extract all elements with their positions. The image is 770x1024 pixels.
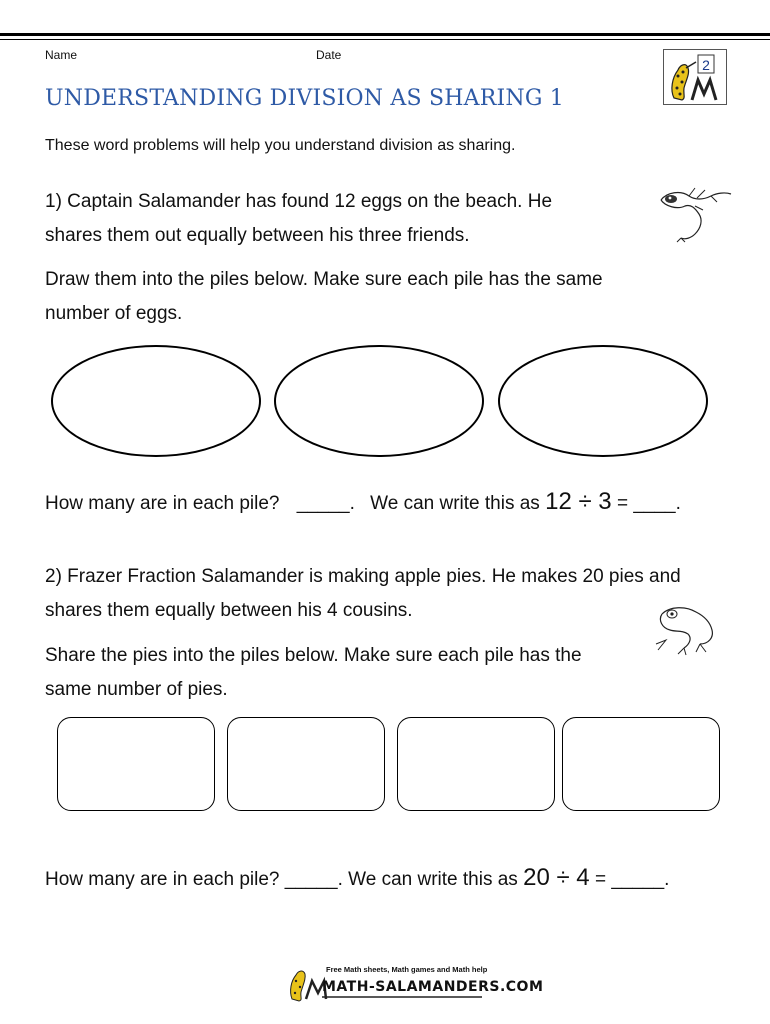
grade-logo <box>663 49 727 105</box>
problem2-line2: shares them equally between his 4 cousins. <box>45 600 413 621</box>
problem2-equation: 20 ÷ 4 <box>523 864 590 891</box>
egg-pile-1 <box>51 345 261 457</box>
problem1-line2: shares them out equally between his three friends. <box>45 225 470 246</box>
problem2-instr-line2: same number of pies. <box>45 679 228 700</box>
problem1-instr-line2: number of eggs. <box>45 303 183 324</box>
pie-pile-3 <box>397 717 555 811</box>
problem2-line1: 2) Frazer Fraction Salamander is making apple pies. He makes 20 pies and <box>45 566 681 587</box>
problem2-instructions <box>45 639 725 707</box>
pie-pile-4 <box>562 717 720 811</box>
top-rule-thin <box>0 39 770 40</box>
problem1-equation-blank: ____. <box>633 493 681 514</box>
problem2-equals: = <box>594 869 607 890</box>
frog-salamander-drawing-icon <box>652 600 722 658</box>
intro-text: These word problems will help you understand division as sharing. <box>45 137 516 154</box>
egg-pile-2 <box>274 345 484 457</box>
name-label: Name <box>45 48 78 62</box>
problem2-question-text: How many are in each pile? <box>45 869 280 890</box>
footer-site-link[interactable]: MATH-SALAMANDERS.COM <box>322 979 544 995</box>
problem1-answer-blank: _____. <box>296 493 355 514</box>
problem1-question-text: How many are in each pile? <box>45 493 280 514</box>
problem1-write-as: We can write this as <box>370 493 540 514</box>
problem1-line1: 1) Captain Salamander has found 12 eggs on the beach. He <box>45 191 553 212</box>
footer-tagline: Free Math sheets, Math games and Math help <box>326 965 488 974</box>
problem2-write-as: We can write this as <box>348 869 518 890</box>
egg-pile-3 <box>498 345 708 457</box>
problem1-equals: = <box>616 493 629 514</box>
top-rule <box>0 33 770 36</box>
grade-badge: 2 <box>702 57 710 73</box>
salamander-logo-icon <box>664 50 726 104</box>
pie-pile-2 <box>227 717 385 811</box>
page-title: UNDERSTANDING DIVISION AS SHARING 1 <box>45 86 564 111</box>
salamander-drawing-icon <box>655 182 735 244</box>
problem1-instructions <box>45 263 725 331</box>
problem2-text <box>45 560 745 628</box>
problem2-instr-line1: Share the pies into the piles below. Make sure each pile has the <box>45 645 582 666</box>
problem1-instr-line1: Draw them into the piles below. Make sure each pile has the same <box>45 269 603 290</box>
problem1-question <box>45 488 681 516</box>
problem2-equation-blank: _____. <box>611 869 670 890</box>
problem2-question <box>45 864 669 892</box>
date-label: Date <box>316 48 342 62</box>
pie-pile-1 <box>57 717 215 811</box>
problem1-equation: 12 ÷ 3 <box>545 488 612 515</box>
problem1-text <box>45 185 725 253</box>
problem2-answer-blank: _____. <box>284 869 343 890</box>
